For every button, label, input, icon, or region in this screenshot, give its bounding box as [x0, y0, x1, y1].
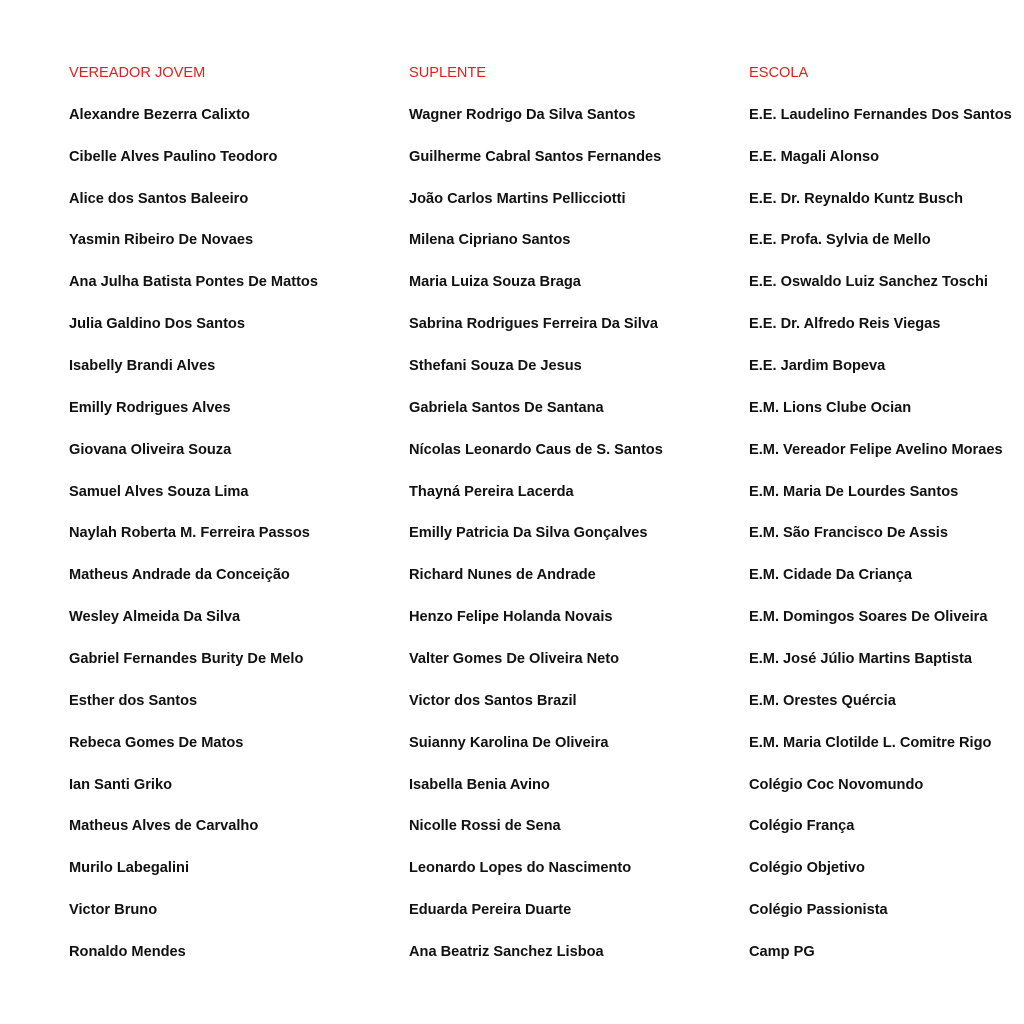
- suplente-cell: Gabriela Santos De Santana: [409, 399, 604, 416]
- table-row: [69, 189, 1024, 231]
- vereador-jovem-cell: Rebeca Gomes De Matos: [69, 734, 244, 751]
- suplente-cell: Ana Beatriz Sanchez Lisboa: [409, 944, 604, 961]
- header-escola: ESCOLA: [749, 65, 809, 81]
- escola-cell: E.E. Magali Alonso: [749, 148, 880, 165]
- suplente-cell: Nícolas Leonardo Caus de S. Santos: [409, 441, 663, 458]
- suplente-cell: Nicolle Rossi de Sena: [409, 818, 561, 835]
- table-row: [69, 314, 1024, 356]
- table-row: [69, 482, 1024, 524]
- suplente-cell: Valter Gomes De Oliveira Neto: [409, 651, 620, 668]
- escola-cell: Colégio Objetivo: [749, 860, 865, 877]
- escola-cell: E.M. Maria De Lourdes Santos: [749, 483, 959, 500]
- table-row: [69, 858, 1024, 900]
- vereador-jovem-cell: Isabelly Brandi Alves: [69, 358, 216, 375]
- vereador-jovem-cell: Emilly Rodrigues Alves: [69, 399, 231, 416]
- escola-cell: E.E. Laudelino Fernandes Dos Santos: [749, 106, 1012, 123]
- suplente-cell: Guilherme Cabral Santos Fernandes: [409, 148, 662, 165]
- escola-cell: E.E. Dr. Alfredo Reis Viegas: [749, 316, 941, 333]
- escola-cell: E.M. Orestes Quércia: [749, 692, 896, 709]
- vereador-jovem-cell: Gabriel Fernandes Burity De Melo: [69, 651, 304, 668]
- table-row: [69, 440, 1024, 482]
- escola-cell: Colégio França: [749, 818, 855, 835]
- table-body: [69, 105, 1024, 984]
- vereador-jovem-cell: Cibelle Alves Paulino Teodoro: [69, 148, 278, 165]
- vereador-jovem-cell: Samuel Alves Souza Lima: [69, 483, 249, 500]
- table-row: [69, 147, 1024, 189]
- suplente-cell: Eduarda Pereira Duarte: [409, 902, 572, 919]
- suplente-cell: Victor dos Santos Brazil: [409, 692, 577, 709]
- header-suplente: SUPLENTE: [409, 65, 487, 81]
- table-row: [69, 272, 1024, 314]
- header-vereador-jovem: VEREADOR JOVEM: [69, 65, 206, 81]
- table-row: [69, 105, 1024, 147]
- vereador-jovem-cell: Julia Galdino Dos Santos: [69, 316, 245, 333]
- table-row: [69, 733, 1024, 775]
- table-row: [69, 900, 1024, 942]
- vereador-jovem-cell: Naylah Roberta M. Ferreira Passos: [69, 525, 310, 542]
- roster-table: [69, 63, 1024, 984]
- table-row: [69, 523, 1024, 565]
- table-row: [69, 775, 1024, 817]
- suplente-cell: Sthefani Souza De Jesus: [409, 358, 582, 375]
- suplente-cell: Maria Luiza Souza Braga: [409, 274, 581, 291]
- suplente-cell: Leonardo Lopes do Nascimento: [409, 860, 632, 877]
- vereador-jovem-cell: Ana Julha Batista Pontes De Mattos: [69, 274, 318, 291]
- vereador-jovem-cell: Ronaldo Mendes: [69, 944, 186, 961]
- suplente-cell: João Carlos Martins Pellicciotti: [409, 190, 626, 207]
- vereador-jovem-cell: Matheus Alves de Carvalho: [69, 818, 259, 835]
- vereador-jovem-cell: Murilo Labegalini: [69, 860, 189, 877]
- vereador-jovem-cell: Alexandre Bezerra Calixto: [69, 106, 250, 123]
- suplente-cell: Sabrina Rodrigues Ferreira Da Silva: [409, 316, 658, 333]
- vereador-jovem-cell: Giovana Oliveira Souza: [69, 441, 232, 458]
- vereador-jovem-cell: Esther dos Santos: [69, 692, 198, 709]
- escola-cell: E.M. Cidade Da Criança: [749, 567, 913, 584]
- table-row: [69, 230, 1024, 272]
- suplente-cell: Isabella Benia Avino: [409, 776, 550, 793]
- vereador-jovem-cell: Yasmin Ribeiro De Novaes: [69, 232, 254, 249]
- table-row: [69, 398, 1024, 440]
- escola-cell: E.M. José Júlio Martins Baptista: [749, 651, 973, 668]
- table-row: [69, 565, 1024, 607]
- suplente-cell: Richard Nunes de Andrade: [409, 567, 596, 584]
- escola-cell: E.M. Maria Clotilde L. Comitre Rigo: [749, 734, 992, 751]
- escola-cell: Colégio Passionista: [749, 902, 888, 919]
- table-row: [69, 649, 1024, 691]
- table-row: [69, 607, 1024, 649]
- escola-cell: E.E. Jardim Bopeva: [749, 358, 886, 375]
- suplente-cell: Suianny Karolina De Oliveira: [409, 734, 609, 751]
- escola-cell: Camp PG: [749, 944, 815, 961]
- escola-cell: E.M. São Francisco De Assis: [749, 525, 948, 542]
- vereador-jovem-cell: Alice dos Santos Baleeiro: [69, 190, 249, 207]
- escola-cell: E.M. Vereador Felipe Avelino Moraes: [749, 441, 1003, 458]
- escola-cell: E.E. Oswaldo Luiz Sanchez Toschi: [749, 274, 988, 291]
- suplente-cell: Thayná Pereira Lacerda: [409, 483, 574, 500]
- suplente-cell: Emilly Patricia Da Silva Gonçalves: [409, 525, 648, 542]
- suplente-cell: Milena Cipriano Santos: [409, 232, 571, 249]
- vereador-jovem-cell: Victor Bruno: [69, 902, 158, 919]
- suplente-cell: Henzo Felipe Holanda Novais: [409, 609, 613, 626]
- vereador-jovem-cell: Wesley Almeida Da Silva: [69, 609, 241, 626]
- escola-cell: E.M. Lions Clube Ocian: [749, 399, 912, 416]
- table-row: [69, 942, 1024, 984]
- vereador-jovem-cell: Ian Santi Griko: [69, 776, 172, 793]
- table-row: [69, 816, 1024, 858]
- escola-cell: Colégio Coc Novomundo: [749, 776, 924, 793]
- table-row: [69, 356, 1024, 398]
- escola-cell: E.E. Dr. Reynaldo Kuntz Busch: [749, 190, 964, 207]
- table-row: [69, 691, 1024, 733]
- escola-cell: E.E. Profa. Sylvia de Mello: [749, 232, 931, 249]
- suplente-cell: Wagner Rodrigo Da Silva Santos: [409, 106, 636, 123]
- vereador-jovem-cell: Matheus Andrade da Conceição: [69, 567, 290, 584]
- escola-cell: E.M. Domingos Soares De Oliveira: [749, 609, 988, 626]
- header-row: [69, 63, 1024, 105]
